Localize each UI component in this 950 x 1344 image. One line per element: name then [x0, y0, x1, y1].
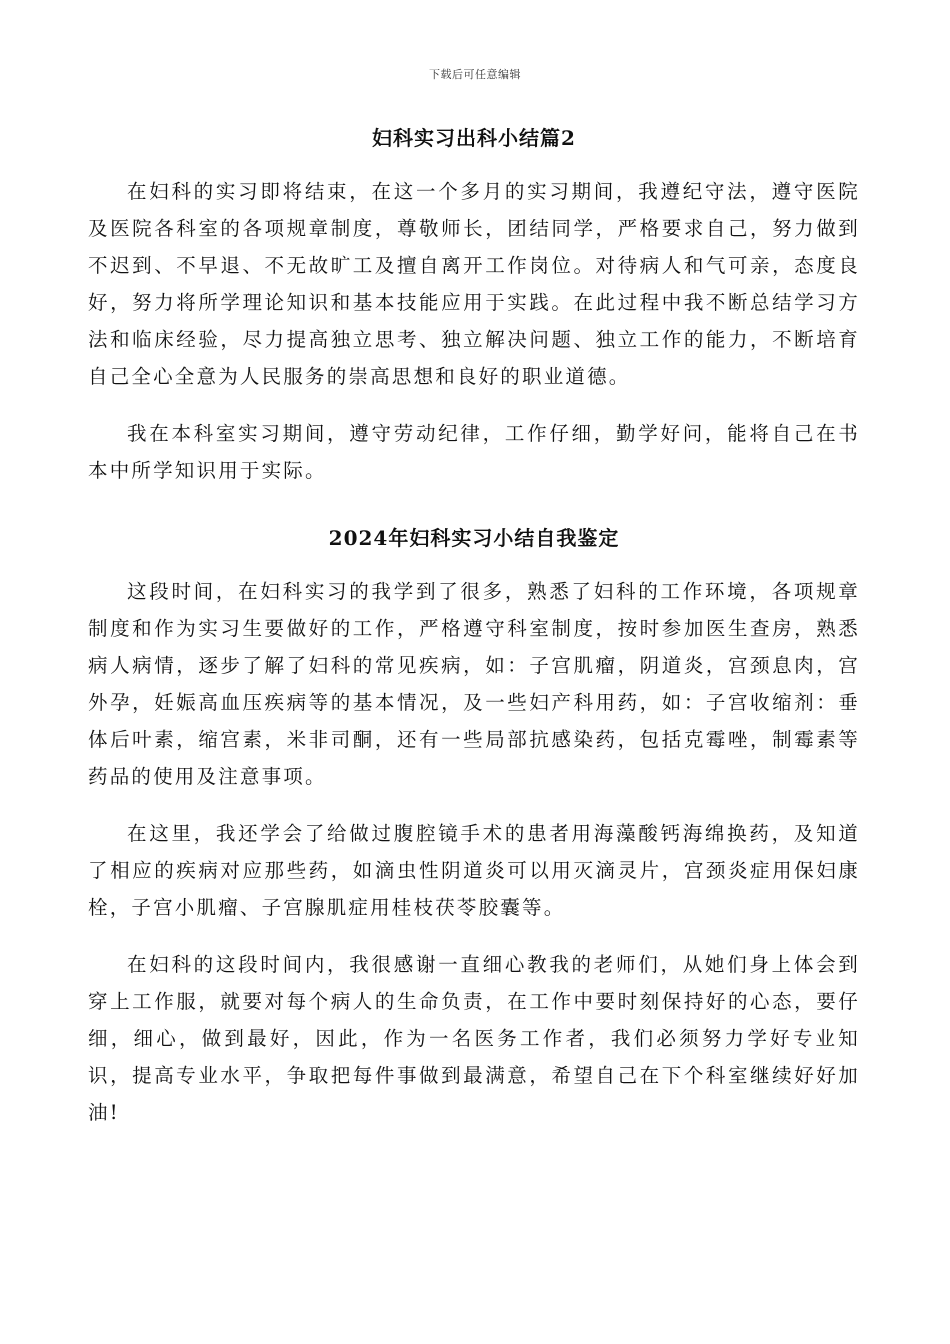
- section-title: 妇科实习出科小结篇2: [372, 126, 576, 150]
- paragraph: 在妇科的实习即将结束，在这一个多月的实习期间，我遵纪守法，遵守医院及医院各科室的各项规章制度，尊敬师长，团结同学，严格要求自己，努力做到不迟到、不早退、不无故旷工及擅自离开工作岗位。对待病人和气可亲，态度良好，努力将所学理论知识和基本技能应用于实践。在此过程中我不断总结学习方法和临床经验，尽力提高独立思考、独立解决问题、独立工作的能力，不断培育自己全心全意为人民服务的崇高思想和良好的职业道德。: [88, 180, 860, 388]
- paragraph: 我在本科室实习期间，遵守劳动纪律，工作仔细，勤学好问，能将自己在书本中所学知识用于实际。: [88, 422, 860, 482]
- paragraph: 这段时间，在妇科实习的我学到了很多，熟悉了妇科的工作环境，各项规章制度和作为实习生要做好的工作，严格遵守科室制度，按时参加医生查房，熟悉病人病情，逐步了解了妇科的常见疾病，如：子宫肌瘤，阴道炎，宫颈息肉，宫外孕，妊娠高血压疾病等的基本情况，及一些妇产科用药，如：子宫收缩剂：垂体后叶素，缩宫素，米非司酮，还有一些局部抗感染药，包括克霉唑，制霉素等药品的使用及注意事项。: [88, 580, 860, 788]
- section-title: 2024年妇科实习小结自我鉴定: [328, 526, 620, 550]
- section-1: [88, 122, 860, 489]
- paragraph: 在妇科的这段时间内，我很感谢一直细心教我的老师们，从她们身上体会到穿上工作服，就要对每个病人的生命负责，在工作中要时刻保持好的心态，要仔细，细心，做到最好，因此，作为一名医务工作者，我们必须努力学好专业知识，提高专业水平，争取把每件事做到最满意，希望自己在下个科室继续好好加油!: [88, 953, 860, 1124]
- section-2: [88, 522, 860, 1131]
- paragraph: 在这里，我还学会了给做过腹腔镜手术的患者用海藻酸钙海绵换药，及知道了相应的疾病对应那些药，如滴虫性阴道炎可以用灭滴灵片，宫颈炎症用保妇康栓，子宫小肌瘤、子宫腺肌症用桂枝茯苓胶囊等。: [88, 822, 860, 919]
- header-note: 下载后可任意编辑: [429, 68, 521, 81]
